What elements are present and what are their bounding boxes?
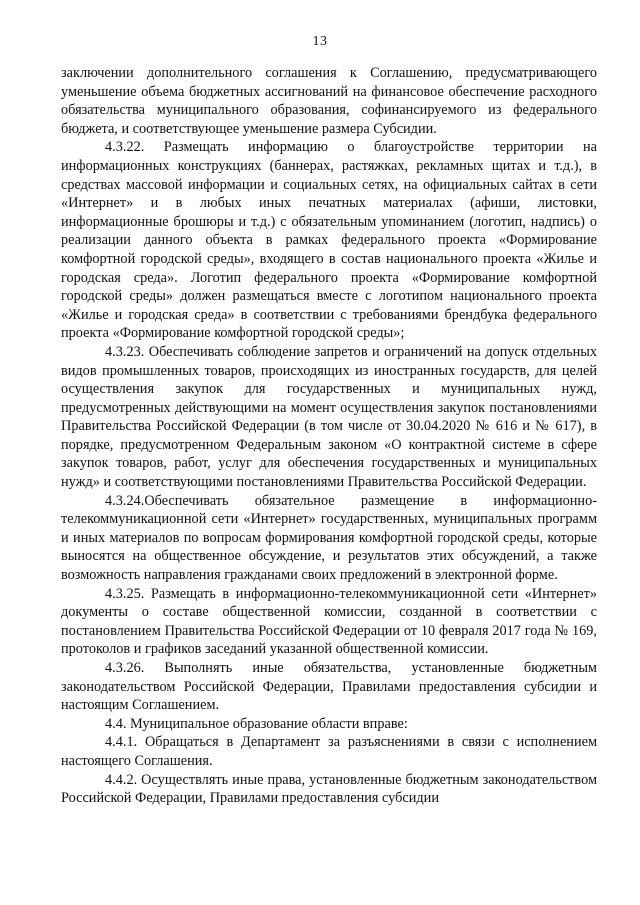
paragraph-4-3-24: 4.3.24.Обеспечивать обязательное размещение в информационно-телекоммуникационной сети «Интернет» государственных, муниципальных программ и иных материалов по вопросам формирования комфортной городской среды, которые выносятся на общественное обсуждение, и результатов этих обсуждений, а также возможность направления гражданами своих предложений в электронной форме. (61, 492, 597, 584)
paragraph-4-3-25: 4.3.25. Размещать в информационно-телекоммуникационной сети «Интернет» документы о составе общественной комиссии, созданной в соответствии с постановлением Правительства Российской Федерации от 10 февраля 2017 года № 169, протоколов и графиков заседаний указанной общественной комиссии. (61, 585, 597, 658)
document-body (61, 64, 597, 808)
page-number: 13 (312, 34, 328, 49)
paragraph-4-4-2: 4.4.2. Осуществлять иные права, установленные бюджетным законодательством Российской Федерации, Правилами предоставления субсидии (61, 771, 597, 807)
paragraph-4-3-23: 4.3.23. Обеспечивать соблюдение запретов и ограничений на допуск отдельных видов промышленных товаров, происходящих из иностранных государств, для целей осуществления закупок для государственных и муниципальных нужд, предусмотренных действующими на момент осуществления закупок постановлениями Правительства Российской Федерации (в том числе от 30.04.2020 № 616 и № 617), в порядке, предусмотренном Федеральным законом «О контрактной системе в сфере закупок товаров, работ, услуг для обеспечения государственных и муниципальных нужд» и соответствующими постановлениями Правительства Российской Федерации. (61, 343, 597, 491)
paragraph-4-3-22: 4.3.22. Размещать информацию о благоустройстве территории на информационных конструкциях (баннерах, растяжках, рекламных щитах и т.д.), в средствах массовой информации и социальных сетях, на официальных сайтах в сети «Интернет» и в любых иных печатных материалах (афиши, листовки, информационные брошюры и т.д.) с обязательным упоминанием (логотип, надпись) о реализации данного объекта в рамках федерального проекта «Формирование комфортной городской среды», входящего в состав национального проекта «Жилье и городская среда». Логотип федерального проекта «Формирование комфортной городской среды» должен размещаться вместе с логотипом национального проекта «Жилье и городская среда» в соответствии с требованиями брендбука федерального проекта «Формирование комфортной городской среды»; (61, 139, 597, 342)
paragraph-4-4-1: 4.4.1. Обращаться в Департамент за разъяснениями в связи с исполнением настоящего Соглашения. (61, 734, 597, 769)
paragraph-4-3-26: 4.3.26. Выполнять иные обязательства, установленные бюджетным законодательством Российской Федерации, Правилами предоставления субсидии и настоящим Соглашением. (61, 660, 597, 714)
paragraph-4-4: 4.4. Муниципальное образование области вправе: (105, 715, 408, 732)
paragraph-continuation: заключении дополнительного соглашения к Соглашению, предусматривающего уменьшение объема бюджетных ассигнований на финансовое обеспечение расходного обязательства муниципального образования, софинансируемого из федерального бюджета, и соответствующее уменьшение размера Субсидии. (61, 65, 597, 137)
